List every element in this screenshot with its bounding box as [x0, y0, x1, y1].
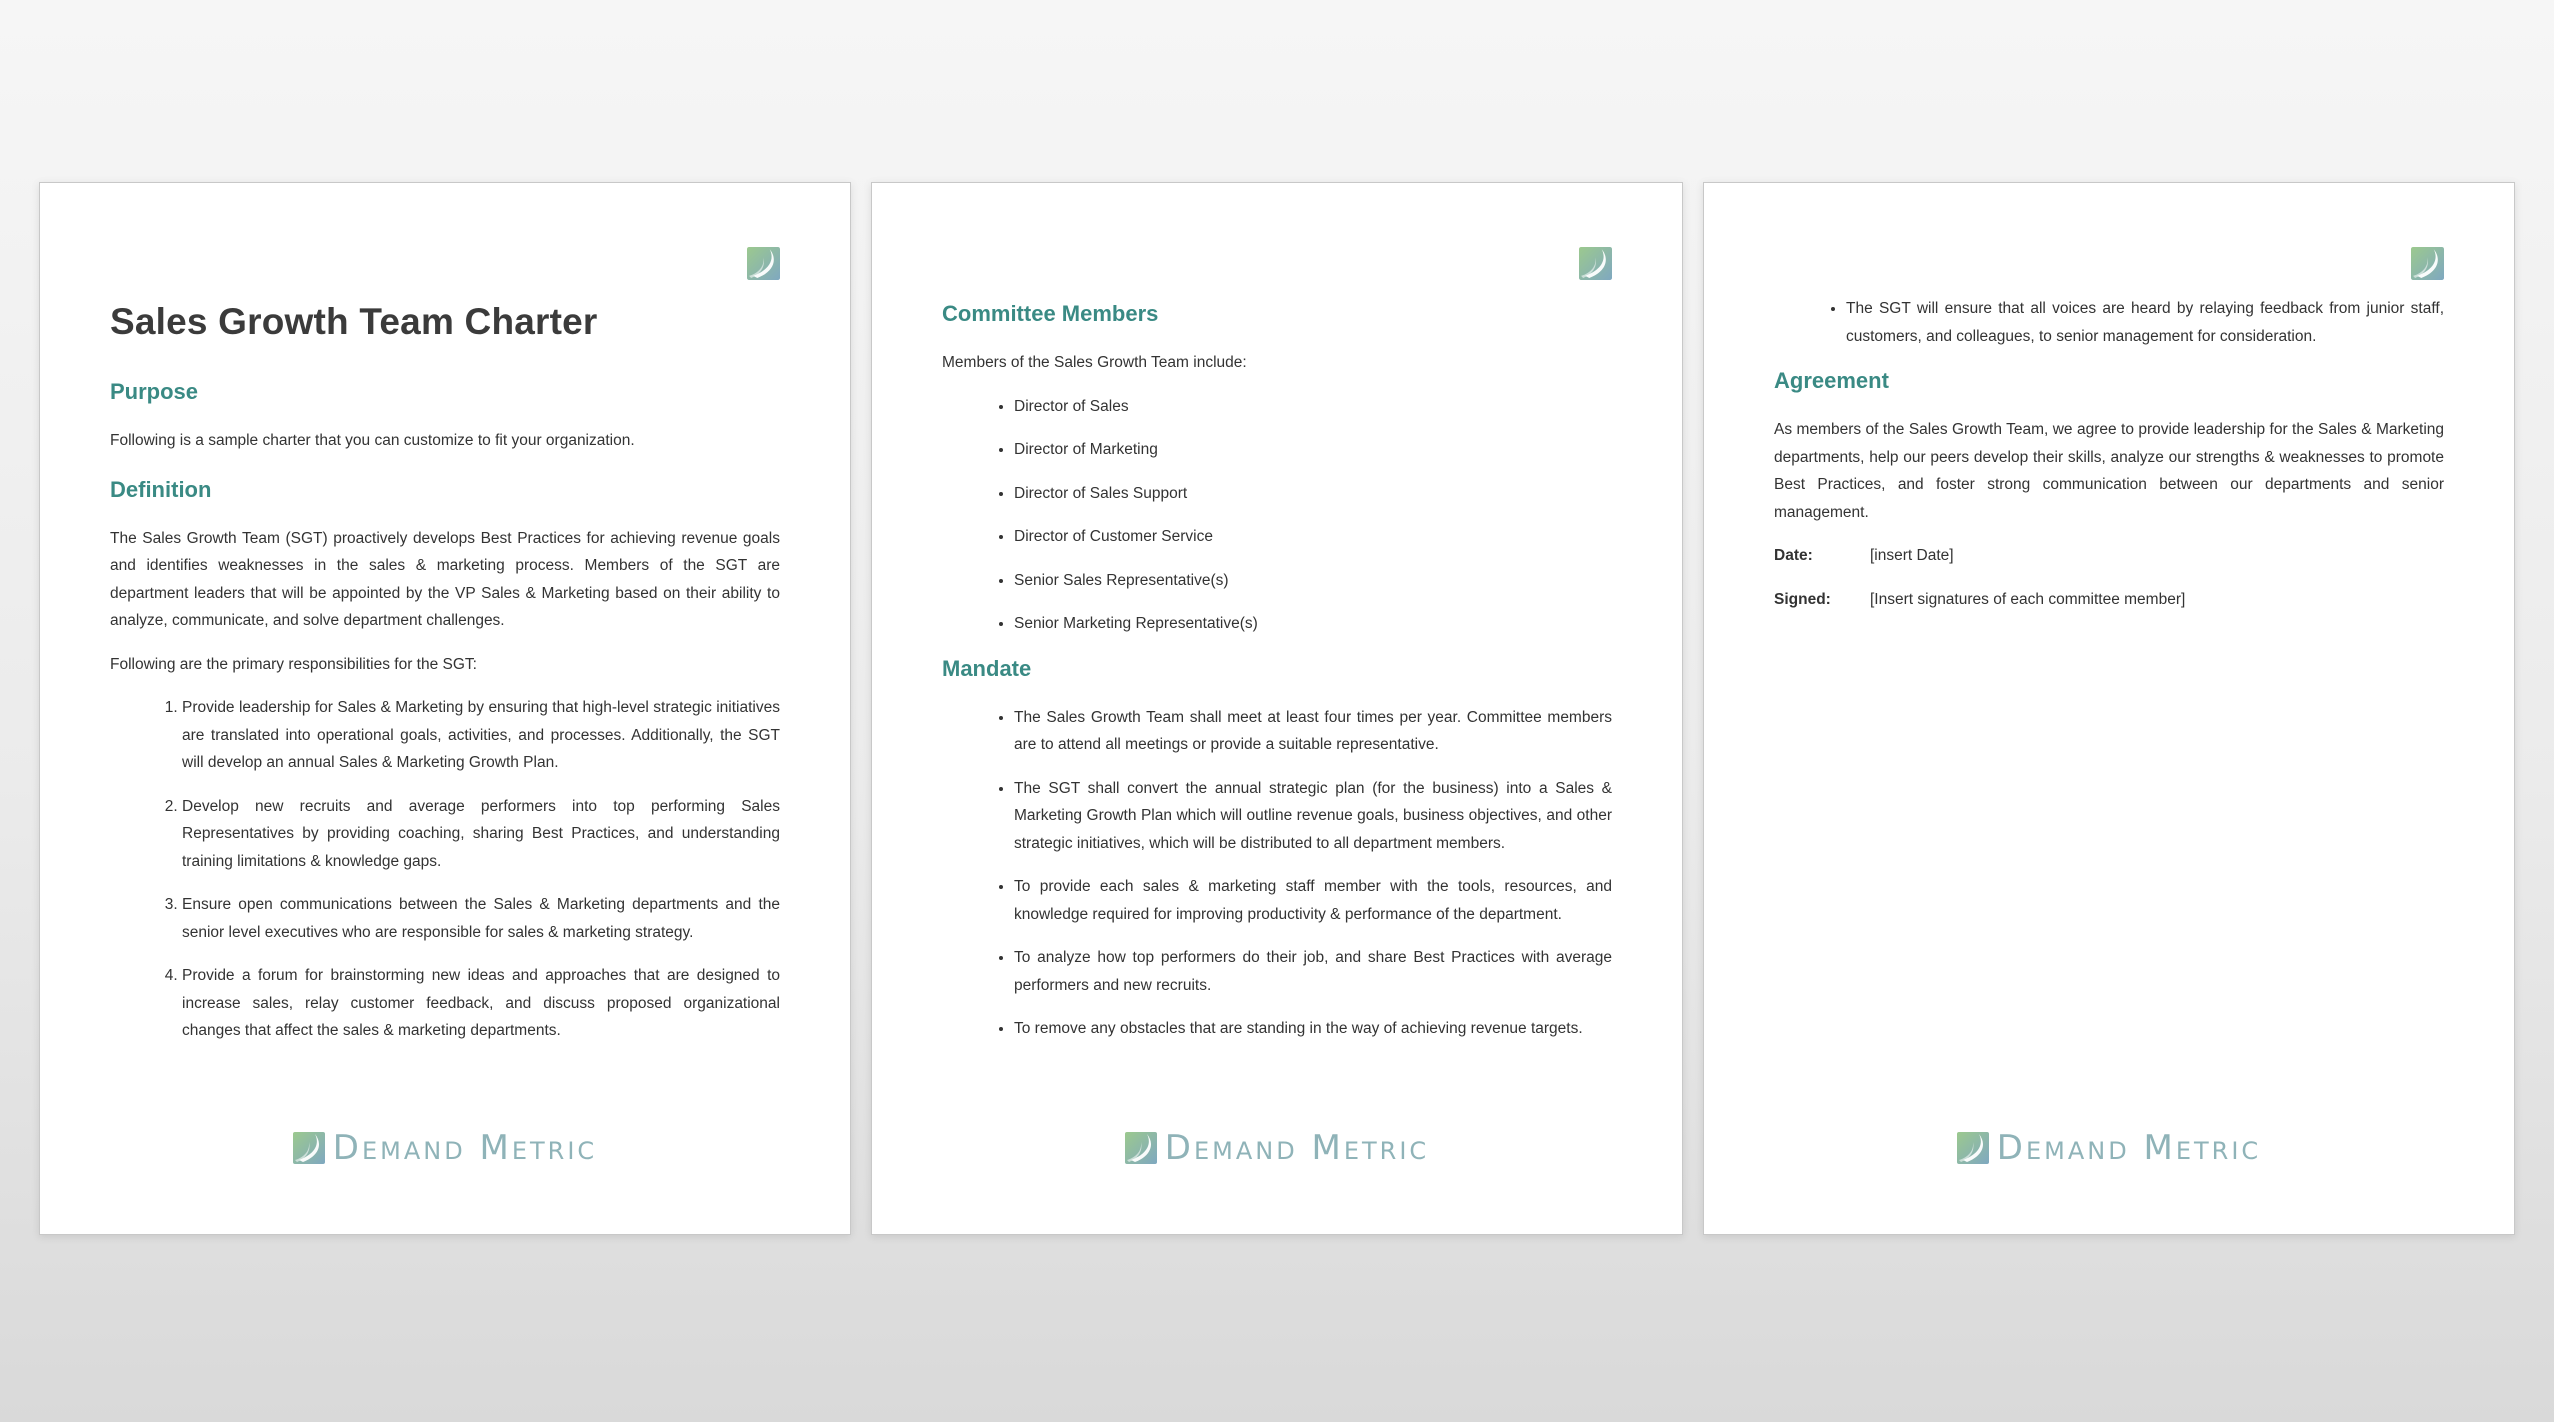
list-item: • The SGT will ensure that all voices are heard by relaying feedback from junior staff, customers, and colleagues, to senior management for consideration.: [1846, 295, 2444, 350]
page-3-body: [1774, 301, 2444, 629]
list-item: • Senior Sales Representative(s): [1014, 567, 1612, 595]
date-value: [insert Date]: [1870, 547, 1954, 564]
agreement-heading: Agreement: [1774, 368, 1889, 393]
list-item: • Director of Sales Support: [1014, 480, 1612, 508]
list-item: • To provide each sales & marketing staff member with the tools, resources, and knowledge required for improving productivity & performance of the department.: [1014, 873, 1612, 928]
swoosh-icon: [293, 1132, 325, 1164]
swoosh-icon: [1125, 1132, 1157, 1164]
page-1-body: [110, 301, 780, 1067]
date-label: Date:: [1774, 547, 1813, 564]
brand-wordmark: Demand Metric: [1164, 1128, 1430, 1168]
signed-label: Signed:: [1774, 590, 1831, 608]
document-title: Sales Growth Team Charter: [110, 301, 598, 342]
continued-mandate-list: [1774, 295, 2444, 350]
document-page-2: [871, 182, 1683, 1235]
signed-value: [Insert signatures of each committee member]: [1870, 590, 2186, 608]
footer-logo: [872, 1128, 1682, 1168]
page-2-body: [942, 301, 1612, 1061]
committee-members-heading: Committee Members: [942, 301, 1159, 326]
list-item: • The SGT shall convert the annual strategic plan (for the business) into a Sales & Marketing Growth Plan which will outline revenue goals, business objectives, and other strategic initiatives, which will be distributed to all department members.: [1014, 775, 1612, 858]
list-item: • To remove any obstacles that are standing in the way of achieving revenue targets.: [1014, 1015, 1612, 1043]
list-item: • Director of Sales: [1014, 393, 1612, 421]
purpose-text: Following is a sample charter that you can customize to fit your organization.: [110, 432, 635, 449]
list-item: 2. Develop new recruits and average performers into top performing Sales Representatives by providing coaching, sharing Best Practices, and understanding training limitations & knowledge gaps.: [182, 793, 780, 876]
list-item: • Director of Customer Service: [1014, 523, 1612, 551]
footer-logo: [40, 1128, 850, 1168]
document-page-1: [39, 182, 851, 1235]
mandate-list: [942, 704, 1612, 1043]
definition-text: The Sales Growth Team (SGT) proactively develops Best Practices for achieving revenue goals and identifies weaknesses in the sales & marketing process. Members of the SGT are department leaders that will be appointed by the VP Sales & Marketing based on their ability to analyze, communicate, and solve department challenges.: [110, 529, 780, 629]
list-item: • The Sales Growth Team shall meet at least four times per year. Committee members are to attend all meetings or provide a suitable representative.: [1014, 704, 1612, 759]
list-item: • Director of Marketing: [1014, 436, 1612, 464]
brand-wordmark: Demand Metric: [332, 1128, 598, 1168]
swoosh-icon: [1579, 247, 1612, 280]
members-list: [942, 393, 1612, 638]
swoosh-icon: [747, 247, 780, 280]
signed-row: [1774, 586, 2444, 614]
mandate-heading: Mandate: [942, 655, 1032, 681]
definition-heading: Definition: [110, 476, 212, 502]
document-page-3: [1703, 182, 2515, 1235]
swoosh-icon: [2411, 247, 2444, 280]
list-item: 1. Provide leadership for Sales & Marketing by ensuring that high-level strategic initiatives are translated into operational goals, activities, and processes. Additionally, the SGT will develop an annual Sales & Marketing Growth Plan.: [182, 694, 780, 777]
list-item: • To analyze how top performers do their job, and share Best Practices with average performers and new recruits.: [1014, 944, 1612, 999]
agreement-text: As members of the Sales Growth Team, we agree to provide leadership for the Sales & Marketing departments, help our peers develop their skills, analyze our strengths & weaknesses to promote Best Practices, and foster strong communication between our departments and senior management.: [1774, 421, 2444, 521]
list-item: 4. Provide a forum for brainstorming new ideas and approaches that are designed to increase sales, relay customer feedback, and discuss proposed organizational changes that affect the sales & marketing departments.: [182, 962, 780, 1045]
responsibilities-intro: Following are the primary responsibilities for the SGT:: [110, 655, 477, 673]
footer-logo: [1704, 1128, 2514, 1168]
list-item: 3. Ensure open communications between the Sales & Marketing departments and the senior level executives who are responsible for sales & marketing strategy.: [182, 891, 780, 946]
purpose-heading: Purpose: [110, 379, 199, 404]
list-item: • Senior Marketing Representative(s): [1014, 610, 1612, 638]
responsibilities-list: [110, 694, 780, 1045]
brand-wordmark: Demand Metric: [1996, 1128, 2262, 1168]
members-intro: Members of the Sales Growth Team include:: [942, 354, 1247, 371]
swoosh-icon: [1957, 1132, 1989, 1164]
date-row: [1774, 542, 2444, 570]
